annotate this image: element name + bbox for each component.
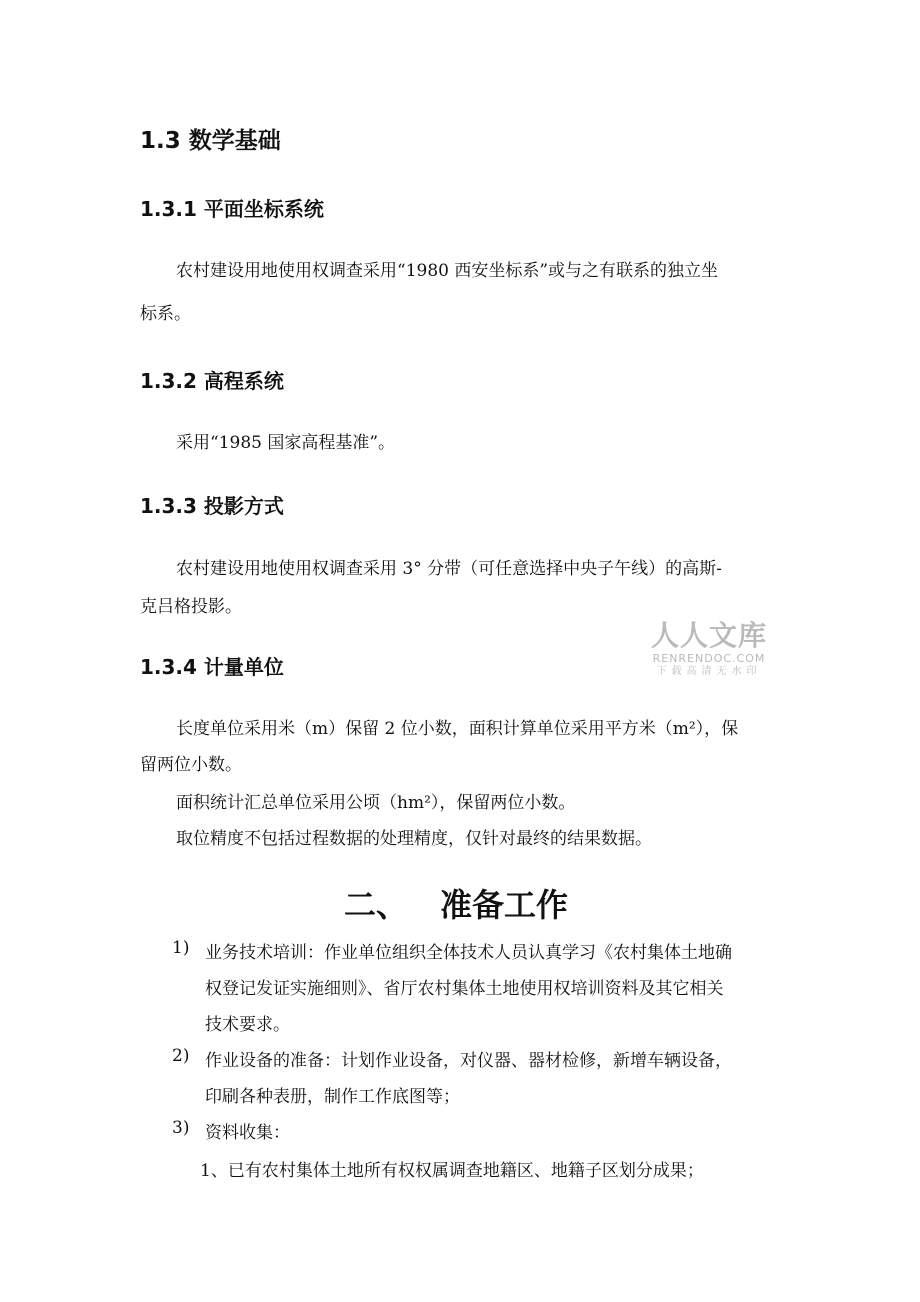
paragraph-line: 农村建设用地使用权调查采用 3° 分带（可任意选择中央子午线）的高斯-: [176, 559, 722, 579]
list-item-line: 技术要求。: [205, 1015, 290, 1035]
watermark-logo: [645, 620, 773, 678]
paragraph-line: 取位精度不包括过程数据的处理精度，仅针对最终的结果数据。: [176, 829, 652, 849]
list-marker: 3): [172, 1118, 190, 1138]
section-title-1-3-3: 1.3.3 投影方式: [140, 494, 284, 518]
paragraph-line: 留两位小数。: [140, 755, 242, 775]
section-title-1-3-1: 1.3.1 平面坐标系统: [140, 197, 324, 221]
paragraph-line: 采用“1985 国家高程基准”。: [176, 433, 396, 453]
watermark-site: RENRENDOC.COM: [652, 652, 766, 665]
list-item-line: 资料收集：: [205, 1123, 290, 1143]
paragraph-line: 面积统计汇总单位采用公顷（hm²），保留两位小数。: [176, 793, 576, 813]
section-title-1-3-2: 1.3.2 高程系统: [140, 369, 284, 393]
watermark-title: 人人文库: [650, 619, 767, 652]
list-marker: 2): [172, 1046, 190, 1066]
list-item-line: 业务技术培训：作业单位组织全体技术人员认真学习《农村集体土地确: [205, 943, 732, 963]
section-title-1-3-4: 1.3.4 计量单位: [140, 655, 284, 679]
paragraph-line: 标系。: [140, 304, 191, 324]
list-item-line: 作业设备的准备：计划作业设备，对仪器、器材检修，新增车辆设备，: [205, 1051, 732, 1071]
list-item-line: 印刷各种表册，制作工作底图等；: [205, 1087, 460, 1107]
sublist-item: 1、已有农村集体土地所有权权属调查地籍区、地籍子区划分成果；: [200, 1161, 704, 1181]
list-marker: 1): [172, 938, 190, 958]
watermark-tagline: 下载高清无水印: [656, 666, 762, 677]
list-item-line: 权登记发证实施细则》、省厅农村集体土地使用权培训资料及其它相关: [205, 979, 724, 999]
chapter-number: 二、: [344, 886, 409, 924]
paragraph-line: 克吕格投影。: [140, 597, 242, 617]
paragraph-line: 长度单位采用米（m）保留 2 位小数，面积计算单位采用平方米（m²），保: [176, 719, 739, 739]
chapter-title: 准备工作: [440, 886, 569, 924]
section-title-1-3: 1.3 数学基础: [140, 128, 281, 154]
paragraph-line: 农村建设用地使用权调查采用“1980 西安坐标系”或与之有联系的独立坐: [176, 261, 719, 281]
